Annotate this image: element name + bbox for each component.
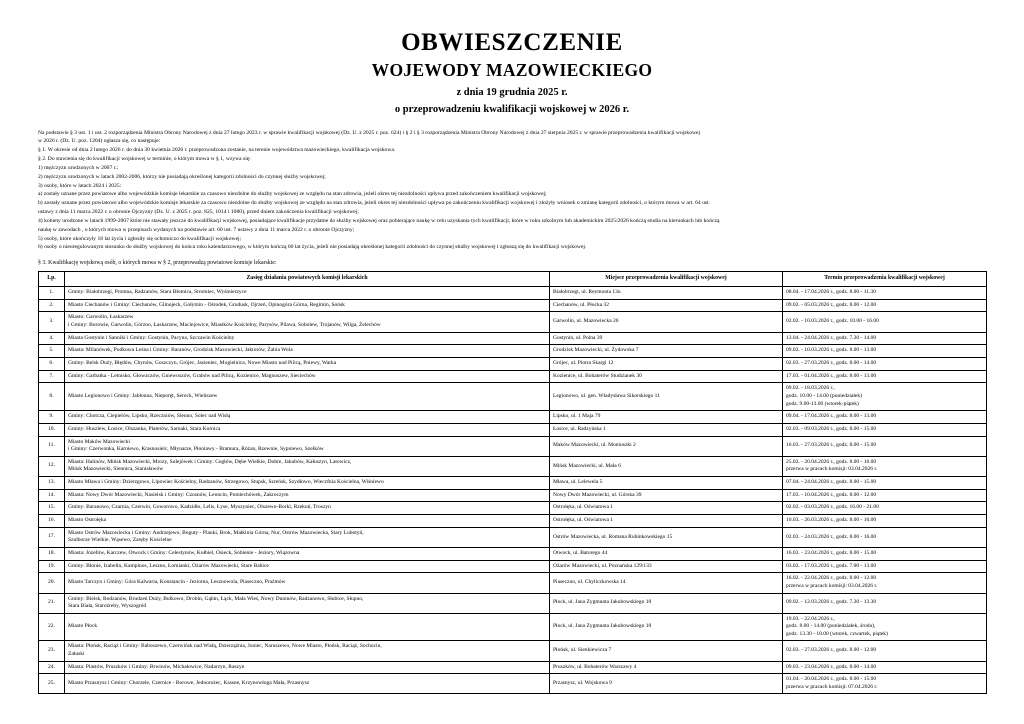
table-row [39,456,987,476]
cell-miejsce [550,573,783,593]
column-header-lp: Lp. [39,271,65,286]
table-row [39,299,987,312]
document-date: z dnia 19 grudnia 2025 r. [456,87,568,99]
document-subject: o przeprowadzeniu kwalifikacji wojskowej w 2026 r. [394,104,630,116]
cell-zasieg [65,436,550,456]
cell-line: Gminy: Bielsk, Bodzanów, Brudzeń Duży, Bulkowo, Drobin, Gąbin, Łąck, Mała Wieś, Nowy Duninów, Radzanowo, Słubice, Słupno, [68,595,364,602]
cell-line: Gostynin, ul. Polna 39 [553,334,603,341]
table-row [39,383,987,411]
cell-miejsce [550,299,783,312]
cell-line: 02.03. - 24.03.2026 r., godz. 8.00 - 16.00 [786,533,877,540]
cell-lp: 7. [39,370,65,383]
cell-miejsce [550,436,783,456]
cell-line: Ostrołęka, ul. Oświatowa 1 [553,517,614,524]
cell-line: Miasto Przasnysz i Gminy: Chorzele, Czernice - Borowe, Jednorożec, Krasne, Krzynowłoga Mała, Przasnysz [68,680,310,687]
table-row [39,370,987,383]
cell-line: 02.03. - 09.03.2026 r., godz. 8.00 - 15.00 [786,425,877,432]
cell-lp: 14. [39,489,65,502]
cell-lp: 18. [39,547,65,560]
cell-line: Gminy: Belsk Duży, Błędów, Chynów, Goszczyn, Grójec, Jasieniec, Mogielnica, Nowe Miasto nad Pilicą, Pniewy, Warka [68,360,337,367]
cell-miejsce [550,613,783,641]
cell-line: 19.03. - 22.04.2026 r., [786,615,835,622]
cell-termin [783,527,987,547]
cell-termin [783,299,987,312]
cell-miejsce [550,489,783,502]
cell-lp: 25. [39,674,65,694]
cell-line: 17.03. - 10.04.2026 r., godz. 8.00 - 12.00 [786,491,877,498]
table-row [39,489,987,502]
cell-line: i Gminy: Czerwonka, Karniewo, Krasnosielc, Młynarze, Płoniawy - Bramura, Różan, Rzewnie, Sypniewo, Szelków [68,446,324,453]
list-item-number: a) [38,191,43,198]
cell-line: 07.04. - 24.04.2026 r., godz. 8.00 - 15.00 [786,478,877,485]
cell-line: 16.03. - 23.04.2026 r., godz. 8.00 - 15.00 [786,549,877,556]
cell-termin [783,515,987,528]
cell-line: Mińsk Mazowiecki, Siennica, Stanisławów [68,466,164,473]
cell-line: Nowy Dwór Mazowiecki, ul. Górska 39 [553,491,642,498]
cell-miejsce [550,345,783,358]
cell-line: Pruszków, ul. Bohaterów Warszawy 4 [553,663,637,670]
column-header-miejsce: Miejsce przeprowadzenia kwalifikacji wojskowej [550,271,783,286]
cell-termin [783,370,987,383]
cell-zasieg [65,345,550,358]
cell-line: Gminy: Garbatka - Letnisko, Głowaczów, Gniewoszów, Grabów nad Pilicą, Kozienice, Magnuszew, Sieciechów [68,372,316,379]
table-row [39,476,987,489]
list-item-label: mężczyzn urodzonych w 2007 r.; [44,164,119,171]
cell-termin [783,674,987,694]
cell-line: Otwock, ul. Batorego 44 [553,549,608,556]
list-item-number: b) [38,200,43,207]
list-item [38,199,986,208]
list-item [38,173,986,182]
legal-basis-line-2: w 2026 r. (Dz. U. poz. 1204) ogłasza się, co następuje: [38,138,161,145]
cell-line: Miasto Legionowo i Gminy: Jabłonna, Nieporęt, Serock, Wieliszew [68,392,218,399]
cell-miejsce [550,502,783,515]
list-item-number: 6) [38,244,43,251]
cell-zasieg [65,515,550,528]
cell-zasieg [65,286,550,299]
cell-line: 03.02. - 17.03.2026 r., godz. 7.00 - 13.00 [786,562,877,569]
cell-line: Miasto Ostrołęka [68,517,107,524]
table-row [39,436,987,456]
cell-miejsce [550,383,783,411]
table-row [39,527,987,547]
cell-line: godz. 9.00-13.00 (wtorek-piątek) [786,400,859,407]
cell-termin [783,383,987,411]
table-row [39,674,987,694]
page-title: OBWIESZCZENIE [401,29,623,56]
cell-line: Legionowo, ul. gen. Władysława Sikorskiego 11 [553,392,660,399]
table-row [39,613,987,641]
cell-line: Miasto Tarczyn i Gminy: Góra Kalwaria, Konstancin - Jeziorna, Lesznowola, Piaseczno, Prażmów [68,579,286,586]
list-item [38,190,986,199]
table-row [39,286,987,299]
cell-line: Płock, ul. Jana Zygmunta Jakubowskiego 10 [553,599,652,606]
cell-line: 10.03. - 26.03.2026 r., godz. 8.00 - 16.00 [786,517,877,524]
list-item [38,243,986,252]
table-row [39,641,987,661]
cell-line: Załuski [68,650,85,657]
legal-preamble [38,129,986,253]
cell-line: Stara Biała, Staroźreby, Wyszogród [68,603,147,610]
cell-line: 13.04. - 24.04.2026 r., godz. 7.30 - 14.00 [786,334,877,341]
cell-lp: 5. [39,345,65,358]
cell-termin [783,502,987,515]
cell-termin [783,345,987,358]
cell-termin [783,573,987,593]
cell-line: Grójec, ul. Piotra Skargi 12 [553,360,614,367]
cell-line: Miasta: Halinów, Mińsk Mazowiecki, Mrozy, Sulejówek i Gminy: Cegłów, Dębe Wielkie, Dobre, Jakubów, Kałuszyn, Latowicz, [68,458,352,465]
cell-miejsce [550,527,783,547]
cell-lp: 24. [39,661,65,674]
list-item-number: 5) [38,235,43,242]
cell-line: 17.03. - 01.04.2026 r., godz. 8.00 - 13.00 [786,372,877,379]
cell-termin [783,547,987,560]
cell-zasieg [65,456,550,476]
list-item [38,217,986,226]
cell-miejsce [550,411,783,424]
cell-line: Piaseczno, ul. Chyliczkowska 14 [553,579,626,586]
list-item-label: osoby o nieuregulowanym stosunku do służby wojskowej do końca roku kalendarzowego, w którym kończą 60 lat życia, jeżeli nie posiadają określonej kategorii zdolności do czynnej służby wojskowej i zgłoszą się do kwalifikacji wojskowej. [44,244,587,251]
cell-zasieg [65,299,550,312]
cell-line: 09.02. - 05.03.2026 r., godz. 8.00 - 12.00 [786,301,877,308]
cell-zasieg [65,476,550,489]
list-item-label: osoby, które ukończyły 18 lat życia i zgłosiły się ochotniczo do kwalifikacji wojskowej; [44,235,242,242]
cell-lp: 12. [39,456,65,476]
cell-miejsce [550,312,783,332]
cell-zasieg [65,641,550,661]
cell-termin [783,286,987,299]
cell-line: Miasta: Płońsk, Raciąż i Gminy: Baboszewo, Czerwińsk nad Wisłą, Dzierzążnia, Joniec, Naruszewo, Nowe Miasto, Płońsk, Raciąż, Sochocin, [68,643,382,650]
cell-zasieg [65,661,550,674]
table-row [39,560,987,573]
cell-miejsce [550,370,783,383]
cell-line: Maków Mazowiecki, ul. Moniuszki 2 [553,442,636,449]
cell-line: 02.03. - 27.03.2026 r., godz. 8.00 - 12.00 [786,647,877,654]
cell-miejsce [550,515,783,528]
cell-line: Miasto Ciechanów i Gminy: Ciechanów, Glinojeck, Gołymin - Ośrodek, Grudusk, Ojrzeń, Opinogóra Górna, Regimin, Sońsk [68,301,345,308]
cell-line: Miasta Gostynin i Sanniki i Gminy: Gostynin, Pacyna, Szczawin Kościelny [68,334,235,341]
cell-termin [783,332,987,345]
cell-zasieg [65,502,550,515]
cell-lp: 6. [39,357,65,370]
table-row [39,547,987,560]
cell-line: Ożarów Mazowiecki, ul. Poznańska 129/133 [553,562,652,569]
cell-lp: 16. [39,515,65,528]
cell-line: 09.04. - 17.04.2026 r., godz. 8.00 - 13.00 [786,413,877,420]
table-row [39,573,987,593]
list-item-number: 1) [38,164,43,171]
table-row [39,593,987,613]
cell-miejsce [550,560,783,573]
cell-termin [783,593,987,613]
cell-zasieg [65,560,550,573]
cell-lp: 3. [39,312,65,332]
cell-line: i Gminy: Borowie, Garwolin, Górzno, Łaskarzew, Maciejowice, Miastków Kościelny, Parysów, Pilawa, Sobolew, Trojanów, Wilga, Żelechów [68,321,381,328]
cell-line: Miasta: Józefów, Karczew, Otwock i Gminy: Celestynów, Kołbiel, Osieck, Sobienie - Jeziory, Wiązowna [68,549,300,556]
list-item [38,182,986,191]
cell-lp: 1. [39,286,65,299]
cell-line: godz. 8.00 - 14.00 (poniedziałek, środa), [786,623,876,630]
paragraph-2: § 2. Do stawienia się do kwalifikacji wojskowej w terminie, o którym mowa w § 1, wzywa się: [38,156,251,163]
cell-line: 02.02. - 10.03.2026 r., godz. 10.00 - 16.00 [786,318,879,325]
table-row [39,345,987,358]
cell-zasieg [65,527,550,547]
cell-line: Szulborze Wielkie, Wąsewo, Zaręby Kościelne [68,537,172,544]
cell-termin [783,489,987,502]
cell-line: Garwolin, ul. Mazowiecka 26 [553,318,619,325]
cell-termin [783,613,987,641]
cell-line: 09.02. - 18.03.2026 r., [786,385,835,392]
list-item-number: 4) [38,217,43,224]
cell-line: Miasto Płock [68,623,98,630]
cell-miejsce [550,332,783,345]
cell-line: Ostrołęka, ul. Oświatowa 1 [553,504,614,511]
list-item [38,164,986,173]
cell-line: Płock, ul. Jana Zygmunta Jakubowskiego 10 [553,623,652,630]
cell-miejsce [550,593,783,613]
cell-line: Miasta: Milanówek, Podkowa Leśna i Gminy: Baranów, Grodzisk Mazowiecki, Jaktorów, Żabia Wola [68,347,293,354]
cell-miejsce [550,357,783,370]
cell-miejsce [550,476,783,489]
cell-line: Gminy: Błonie, Izabelin, Kampinos, Leszno, Łomianki, Ożarów Mazowiecki, Stare Babice [68,562,269,569]
cell-miejsce [550,661,783,674]
cell-zasieg [65,489,550,502]
cell-zasieg [65,370,550,383]
cell-line: 01.04. - 20.04.2026 r., godz. 8.00 - 15.00 [786,676,877,683]
cell-zasieg [65,613,550,641]
cell-line: Grodzisk Mazowiecki, ul. Żydowska 7 [553,347,639,354]
cell-zasieg [65,312,550,332]
cell-line: Miasta: Piastów, Pruszków i Gminy: Brwinów, Michałowice, Nadarzyn, Raszyn [68,663,245,670]
cell-lp: 10. [39,423,65,436]
list-item-continuation: naukę w zawodach , o których mowa w przepisach wydanych na podstawie art. 60 ust. 7 ustawy z dnia 11 marca 2022 r. o obronie Ojczyzny; [38,226,355,233]
list-item-label: kobiety urodzone w latach 1999-2007 które nie stawały jeszcze do kwalifikacji wojskowej, posiadające kwalifikacje przydatne do służby wojskowej oraz pobierające naukę w celu uzyskania tych kwalifikacji, które w roku szkolnym lub akademickim 2025/2026 kończą studia na kierunkach lub kończą [44,217,720,224]
table-row [39,357,987,370]
cell-zasieg [65,423,550,436]
cell-termin [783,436,987,456]
cell-miejsce [550,547,783,560]
cell-termin [783,456,987,476]
cell-line: Ciechanów, ul. Płocka 32 [553,301,610,308]
cell-line: Kozienice, ul. Bohaterów Studzianek 30 [553,372,642,379]
cell-termin [783,357,987,370]
cell-line: 16.02. - 22.04.2026 r., godz. 8.00 - 12.00 [786,575,877,582]
cell-zasieg [65,573,550,593]
cell-line: 09.02. - 12.03.2026 r., godz. 7.30 - 13.30 [786,599,877,606]
cell-zasieg [65,674,550,694]
cell-zasieg [65,593,550,613]
cell-line: Miasto Maków Mazowiecki [68,438,131,445]
column-header-zasieg: Zasięg działania powiatowych komisji lekarskich [65,271,550,286]
cell-line: 02.02. - 03.03.2026 r., godz. 16.00 - 21.00 [786,504,879,511]
table-header-row [39,271,987,286]
cell-lp: 2. [39,299,65,312]
cell-line: 09.02. - 10.03.2026 r., godz. 8.00 - 13.00 [786,347,877,354]
cell-line: przerwa w pracach komisji: 03.04.2026 r. [786,582,878,589]
cell-termin [783,312,987,332]
cell-lp: 11. [39,436,65,456]
cell-line: Lipsko, ul. 1 Maja 79 [553,413,601,420]
cell-termin [783,411,987,424]
cell-lp: 4. [39,332,65,345]
table-row [39,332,987,345]
cell-lp: 19. [39,560,65,573]
cell-line: przerwa w pracach komisji: 07.04.2026 r. [786,683,878,690]
cell-line: 09.03. - 23.04.2026 r., godz. 8.00 - 14.00 [786,663,877,670]
cell-termin [783,641,987,661]
list-item-number: 2) [38,173,43,180]
cell-termin [783,476,987,489]
legal-basis-line-1: Na podstawie § 3 ust. 1 i ust. 2 rozporządzenia Ministra Obrony Narodowej z dnia 27 lutego 2023 r. w sprawie kwalifikacji wojskowej (Dz. U. z 2025 r. poz. 624) i § 2 i § 3 rozporządzenia Ministra Obrony Narodowej z dnia 27 sierpnia 2025 r. w sprawie przeprowadzenia kwalifikacji wojskowej [38,129,701,136]
cell-termin [783,560,987,573]
cell-miejsce [550,641,783,661]
cell-line: 02.03. - 27.03.2026 r., godz. 8.00 - 14.00 [786,360,877,367]
cell-zasieg [65,332,550,345]
cell-line: 08.04. - 17.04.2026 r., godz. 8.00 - 11.30 [786,288,876,295]
cell-line: godz. 13.30 - 18.00 (wtorek, czwartek, piątek) [786,630,888,637]
paragraph-3: § 3. Kwalifikację wojskową osób, o których mowa w § 2, przeprowadzą powiatowe komisje lekarskie: [38,260,277,267]
cell-line: 25.02. - 20.04.2026 r., godz. 8.00 - 16.00 [786,458,877,465]
cell-line: Płońsk, ul. Sienkiewicza 7 [553,647,612,654]
cell-line: Ostrów Mazowiecka, ul. Romana Rubinkowskiego 15 [553,533,673,540]
cell-lp: 23. [39,641,65,661]
cell-line: godz. 10.00 - 14.00 (poniedziałek) [786,392,862,399]
cell-line: Mińsk Mazowiecki, ul. Mała 6 [553,462,621,469]
cell-lp: 9. [39,411,65,424]
cell-line: Miasto Mława i Gminy: Dzierzgowo, Lipowiec Kościelny, Radzanów, Strzegowo, Stupsk, Szreńsk, Szydłowo, Wieczfnia Kościelna, Wiśniewo [68,478,384,485]
list-item-continuation: ustawy z dnia 11 marca 2022 r. o obronie Ojczyzny (Dz. U. z 2025 r. poz. 825, 1014 i 1080), przed dniem zakończenia kwalifikacji wojskowej; [38,209,359,216]
cell-zasieg [65,357,550,370]
cell-lp: 21. [39,593,65,613]
cell-lp: 13. [39,476,65,489]
table-row [39,411,987,424]
cell-line: Miasto: Garwolin, Łaskarzew [68,314,134,321]
cell-lp: 22. [39,613,65,641]
cell-termin [783,423,987,436]
column-header-termin: Termin przeprowadzenia kwalifikacji wojskowej [783,271,987,286]
cell-line: przerwa w pracach komisji: 03.04.2026 r. [786,466,878,473]
cell-zasieg [65,411,550,424]
cell-line: Łosice, ul. Radzyńska 1 [553,425,606,432]
cell-zasieg [65,547,550,560]
cell-line: Gminy: Chotcza, Ciepielów, Lipsko, Rzeczniów, Sienno, Solec nad Wisłą [68,413,231,420]
paragraph-1: § 1. W okresie od dnia 2 lutego 2026 r. do dnia 30 kwietnia 2026 r. przeprowadzona zostanie, na terenie województwa mazowieckiego, kwalifikacja wojskowa. [38,147,396,154]
table-row [39,423,987,436]
cell-line: Gminy: Białobrzegi, Promna, Radzanów, Stara Błotnica, Stromiec, Wyśmierzyce [68,288,247,295]
cell-line: Gminy: Baranowo, Czarnia, Czerwin, Goworowo, Kadzidło, Lelis, Łyse, Myszyniec, Olszewo-Borki, Rzekuń, Troszyn [68,504,331,511]
cell-lp: 15. [39,502,65,515]
table-row [39,502,987,515]
page-subtitle: WOJEWODY MAZOWIECKIEGO [371,59,653,80]
list-item-label: zostały uznane przez powiatowe albo wojewódzkie komisje lekarskie za czasowo niezdolne do służby wojskowej ze względu na stan zdrowia, jeżeli okres tej niezdolności upływa po zakończeniu kwalifikacji wojskowej i złożyły wniosek o zmianę kategorii zdolności, o którym mowa w art. 64 ust. [44,200,710,207]
cell-zasieg [65,383,550,411]
table-body [39,286,987,694]
cell-line: Miasto Ostrów Mazowiecka i Gminy: Andrzejewo, Boguty - Pianki, Brok, Małkinia Górna, Nur, Ostrów Mazowiecka, Stary Lubotyń, [68,529,364,536]
cell-miejsce [550,286,783,299]
document-heading [38,28,986,117]
cell-line: Białobrzegi, ul. Reymonta 13u [553,288,621,295]
cell-line: Mława, ul. Lelewela 5 [553,478,603,485]
table-row [39,515,987,528]
cell-line: Przasnysz, ul. Wojskowa 9 [553,680,612,687]
cell-line: 16.03. - 27.03.2026 r., godz. 8.00 - 15.00 [786,442,877,449]
cell-line: Miasta: Nowy Dwór Mazowiecki, Nasielsk i Gminy: Czosnów, Leoncin, Pomiechówek, Zakroczym [68,491,289,498]
cell-miejsce [550,456,783,476]
list-item-label: mężczyzn urodzonych w latach 2002-2006, którzy nie posiadają określonej kategorii zdolności do czynnej służby wojskowej; [44,173,326,180]
table-row [39,312,987,332]
commissions-table [38,271,987,694]
cell-lp: 17. [39,527,65,547]
list-item-label: osoby, które w latach 2024 i 2025: [44,182,122,189]
list-item [38,235,986,244]
cell-line: Gminy: Huszlew, Łosice, Olszanka, Platerów, Sarnaki, Stara Kornica [68,425,221,432]
list-item-label: zostały uznane przez powiatowe albo wojewódzkie komisje lekarskie za czasowo niezdolne do służby wojskowej ze względu na stan zdrowia, jeżeli okres tej niezdolności upływa przed zakończeniem kwalifikacji wojskowej; [43,191,547,198]
cell-miejsce [550,674,783,694]
cell-termin [783,661,987,674]
cell-lp: 8. [39,383,65,411]
cell-lp: 20. [39,573,65,593]
table-row [39,661,987,674]
list-item-number: 3) [38,182,43,189]
cell-miejsce [550,423,783,436]
